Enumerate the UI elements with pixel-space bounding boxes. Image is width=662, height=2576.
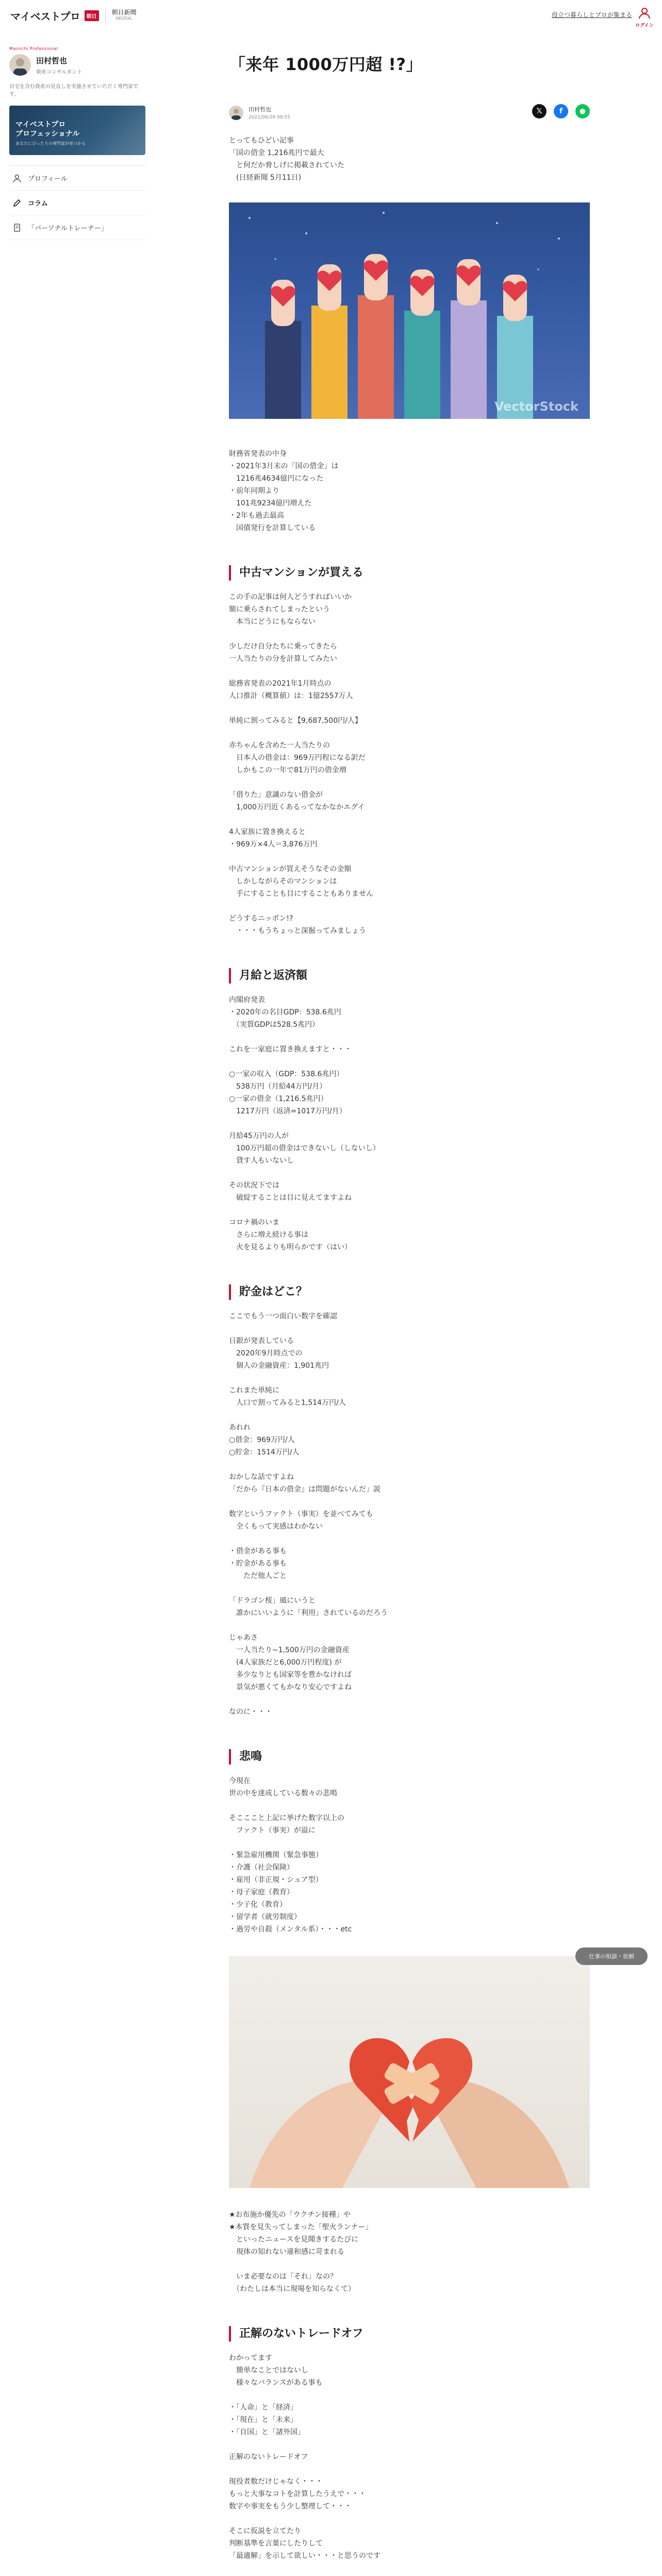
login-label: ログイン <box>635 23 654 28</box>
person-icon <box>9 54 31 76</box>
pro-card[interactable] <box>9 54 145 76</box>
consult-button[interactable]: 仕事の相談・依頼 <box>575 1947 648 1965</box>
intro-text: とってもひどい記事 「国の借金 1,216兆円で最大 と何だか脅しげに掲載されていた (日経新聞 5月11日) <box>229 137 344 182</box>
site-header <box>0 0 662 33</box>
sidebar-item-label: コラム <box>28 200 48 208</box>
sidebar-item-profile[interactable] <box>9 166 145 191</box>
pencil-icon <box>12 198 22 208</box>
hands-hearts-image <box>229 202 590 419</box>
section-heading: 中古マンションが買える <box>229 565 590 581</box>
paragraph: 財務省発表の中身 ・2021年3月末の「国の借金」は 1216兆4634億円になった ・前年同期より 101兆9234億円増えた ・2年も過去最高 国債発行を計算している <box>229 450 339 532</box>
broken-heart-image <box>229 1956 590 2188</box>
site-logo[interactable] <box>10 8 137 23</box>
document-icon <box>12 223 22 232</box>
logo-text: マイベストプロ <box>10 11 80 23</box>
sidebar-nav <box>9 165 145 240</box>
banner-subtitle: あなたにぴったりの専門家が見つかる <box>15 141 86 146</box>
paragraph: ★お布施か優先の「ウクチン接種」や ★本質を見失ってしまった「聖火ランナー」 といったニュースを見聞きするたびに 現体の知れない違和感に苛まれる いま必要なのは「それ」なの？ （わたしは本当に現場を知らなくて） <box>229 2211 373 2293</box>
section-heading: 月給と返済額 <box>229 968 590 984</box>
asahi-logo-text: 朝日新聞 <box>111 9 137 16</box>
banner-line2: プロフェッショナル <box>15 130 80 138</box>
author-avatar[interactable] <box>229 106 243 120</box>
asahi-logo <box>112 9 137 22</box>
section-heading: 正解のないトレードオフ <box>229 2326 590 2342</box>
sidebar-item-column[interactable] <box>9 191 145 215</box>
pro-title: 資産コンサルタント <box>36 69 82 75</box>
paragraph: わかってます 簡単なことではないし 様々なバランスがある事も ・「人命」と「経済」 ・「現在」と「未来」 ・「自国」と「諸外国」 正解のないトレードオフ 現役者数だけじゃなく・・・ もっと大事なコトを計算したうえで・・・ 数字や事実をもう少し整理して・・・ そこに仮説を立てたり 判断基準を言葉にしたりして 「最適解」を示して欲しい・・・と思うのです <box>229 2354 380 2560</box>
author-name[interactable]: 田村哲也 <box>249 106 271 113</box>
user-icon <box>638 6 651 20</box>
sidebar-item-label: プロフィール <box>28 175 68 183</box>
section-heading: 悲鳴 <box>229 1749 590 1765</box>
asahi-logo-sub: DIGITAL <box>115 16 133 21</box>
person-icon <box>229 106 243 120</box>
article <box>229 52 590 2576</box>
publish-date: 2021/06/29 09:55 <box>249 115 290 120</box>
paragraph: ここでもう一つ面白い数字を確認 日銀が発表している 2020年9月時点での 個人の金融資産：1,901兆円 これまた単純に 人口で割ってみると1,514万円/人 あれれ ○借金：969万円/人 ○貯金：1514万円/人 おかしな話ですよね 「だから『日本の借金』は問題がないんだ」説 数字というファクト（事実）を並べてみても 全くもって実感はわかない ・借金がある事も ・貯金がある事も ただ他人ごと 「ドラゴン桜」風にいうと 誰かにいいように「利用」されているのだろう じゃあさ 一人当たり∼1,500万円の金融資産 (4人家族だと6,000万円程度) が 多少なりとも国家等を豊かなければ 景気が悪くてもかなり安心ですよね なのに・・・ <box>229 1312 388 1716</box>
profile-icon <box>12 174 22 183</box>
pro-name: 田村哲也 <box>36 56 68 65</box>
logo-divider <box>105 9 106 22</box>
login-button[interactable] <box>635 6 654 28</box>
banner-line1: マイベストプロ <box>15 121 66 129</box>
image-watermark: VectorStock <box>494 399 578 414</box>
header-link[interactable] <box>552 10 632 19</box>
sidebar-item-label: 「パーソナルトレーナー」 <box>28 225 108 232</box>
share-buttons <box>532 104 590 118</box>
hands-broken-heart-illustration <box>229 1956 590 2188</box>
paragraph: 内閣府発表 ・2020年の名目GDP：538.6兆円 （実質GDPは528.5兆円） これを一家庭に置き換えますと・・・ ○一家の収入（GDP：538.6兆円） 538万円（月給44万円/月） ○一家の借金（1,216.5兆円） 1217万円（返済=1017万円/月） 月給45万円の人が 100万円超の借金はできないし（しないし） 貸す人もいないし その状況下では 破綻することは目に見えてますよね コロナ禍のいま さらに増え続ける事は 火を見るよりも明らかです（はい） <box>229 996 380 1251</box>
sidebar-item-trainer[interactable] <box>9 215 145 240</box>
line-share-icon[interactable]: ● <box>575 104 590 118</box>
section-heading: 貯金はどこ？ <box>229 1284 590 1300</box>
pro-description: 自宅を含む資産の見直しを実施させていただく専門家です。 <box>9 84 138 97</box>
logo-badge: 朝日 <box>85 10 99 21</box>
article-title: 「来年 1000万円超 !?」 <box>229 55 423 74</box>
paragraph: 今現在 世の中を達成している数々の悲鳴 そこここと上記に挙げた数字以上の ファクト（事実）が溢に ・緊急雇用機関（緊急事態） ・介護（社会保険） ・雇用（非正規・シュア型） ・母子家庭（教育） ・少子化（教育） ・留学者（就労制度） ・過労や自殺（メンタル系）・・・etc <box>229 1777 352 1934</box>
avatar <box>9 54 31 76</box>
header-link-label: 役立つ暮らしとプロが集まる <box>551 11 632 19</box>
pro-label: Mainichi Professional <box>9 46 58 51</box>
paragraph: この手の記事は何人どうすればいいか 額に乗らされてしまったという 本当にどうにもならない 少しだけ自分たちに乗ってきたら 一人当たりの分を計算してみたい 総務省発表の2021年1月時点の 人口推計（概算値）は：1億2557万人 単純に割ってみると【9,687,500円/人】 赤ちゃんを含めた一人当たりの 日本人の借金は：969万円程になる訳だ しかもこの一年で81万円の借金増 「借りた」意識のない借金が 1,000万円近くあるってなかなかエグイ 4人家族に置き換えると ・969万×4人＝3,876万円 中古マンションが買えそうなその金額 しかしながらそのマンションは 手にすることも目にすることもありません どうするニッポン!? ・・・もうちょっと深掘ってみましょう <box>229 593 373 935</box>
x-share-icon[interactable]: 𝕏 <box>532 104 547 118</box>
byline <box>229 105 590 120</box>
promo-banner[interactable] <box>9 106 145 155</box>
banner-title <box>15 120 79 139</box>
facebook-share-icon[interactable]: f <box>554 104 568 118</box>
hands-hearts-illustration <box>229 202 590 419</box>
sidebar <box>9 46 145 240</box>
